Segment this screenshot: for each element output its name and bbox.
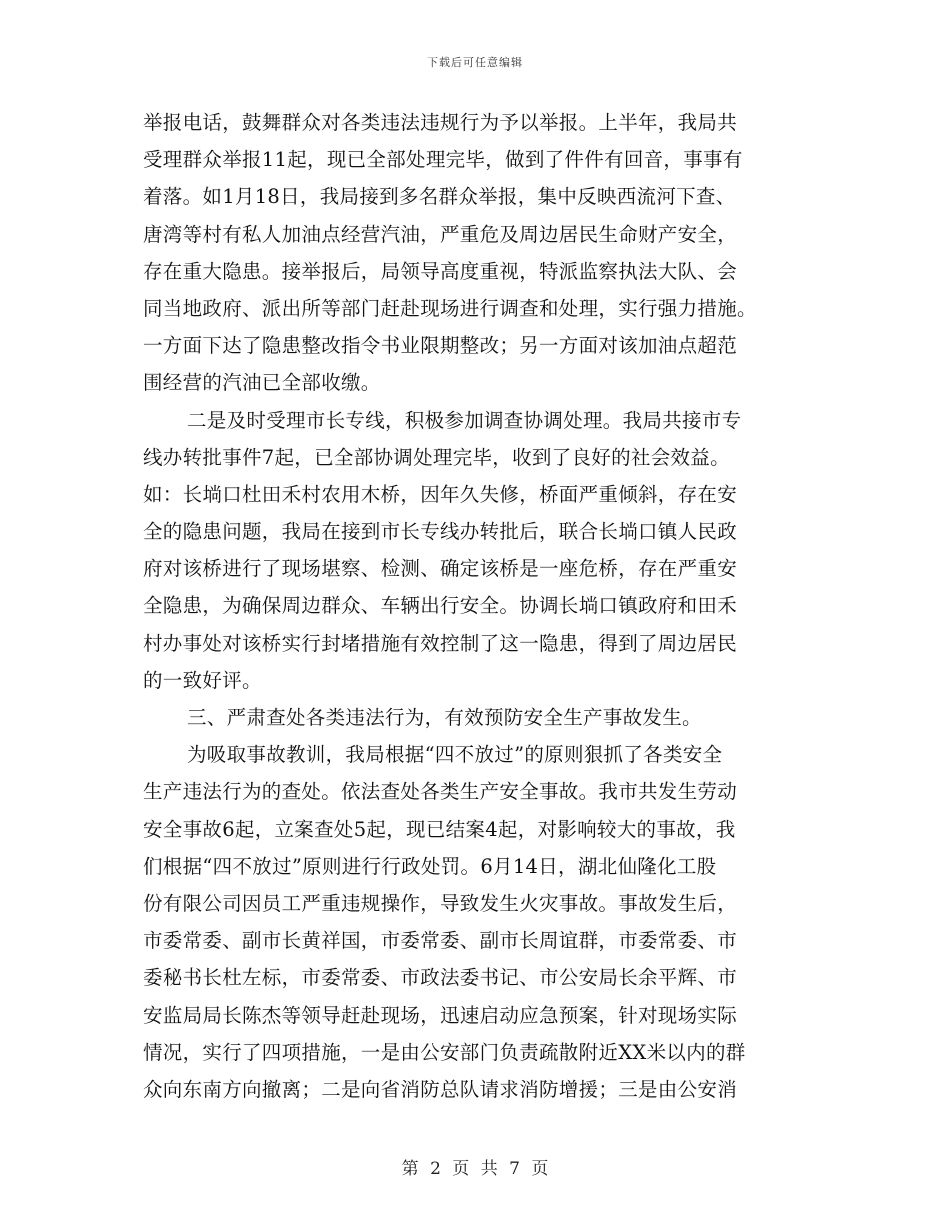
text-line: 举报电话，鼓舞群众对各类违法违规行为予以举报。上半年，我局共 xyxy=(143,111,738,134)
text-line: 生产违法行为的查处。依法查处各类生产安全事故。我市共发生劳动 xyxy=(143,780,738,804)
text-line: 全隐患，为确保周边群众、车辆出行安全。协调长埫口镇政府和田禾 xyxy=(143,594,738,618)
text-line: 安全事故6起，立案查处5起，现已结案4起，对影响较大的事故，我 xyxy=(143,817,736,841)
text-line: 份有限公司因员工严重违规操作，导致发生火灾事故。事故发生后， xyxy=(143,891,738,915)
text-line: 如：长埫口杜田禾村农用木桥，因年久失修，桥面严重倾斜，存在安 xyxy=(143,482,738,506)
text-line: 委秘书长杜左标，市委常委、市政法委书记、市公安局长余平辉、市 xyxy=(143,966,738,990)
page-header: 下载后可任意编辑 xyxy=(427,56,523,69)
text-line: 围经营的汽油已全部收缴。 xyxy=(143,371,381,395)
text-line: 们根据“四不放过”原则进行行政处罚。6月14日，湖北仙隆化工股 xyxy=(143,854,717,878)
text-line: 安监局局长陈杰等领导赶赴现场，迅速启动应急预案，针对现场实际 xyxy=(143,1003,738,1027)
text-line: 存在重大隐患。接举报后，局领导高度重视，特派监察执法大队、会 xyxy=(143,259,738,283)
text-line: 的一致好评。 xyxy=(143,668,262,692)
text-line: 村办事处对该桥实行封堵措施有效控制了这一隐患，得到了周边居民 xyxy=(143,631,738,655)
text-line: 府对该桥进行了现场堪察、检测、确定该桥是一座危桥，存在严重安 xyxy=(143,557,738,581)
text-line: 受理群众举报11起，现已全部处理完毕，做到了件件有回音，事事有 xyxy=(143,148,743,172)
document-body xyxy=(143,104,815,1108)
text-line: 市委常委、副市长黄祥国，市委常委、副市长周谊群，市委常委、市 xyxy=(143,929,738,953)
page-footer: 第 2 页 共 7 页 xyxy=(401,1159,549,1179)
text-line: 情况，实行了四项措施，一是由公安部门负责疏散附近XX米以内的群 xyxy=(143,1040,746,1064)
text-line: 线办转批事件7起，已全部协调处理完毕，收到了良好的社会效益。 xyxy=(143,445,730,469)
text-line: 着落。如1月18日，我局接到多名群众举报，集中反映西流河下查、 xyxy=(143,185,736,209)
text-line: 唐湾等村有私人加油点经营汽油，严重危及周边居民生命财产安全， xyxy=(143,222,738,246)
text-line: 众向东南方向撤离；二是向省消防总队请求消防增援；三是由公安消 xyxy=(143,1077,738,1101)
section-heading: 三、严肃查处各类违法行为，有效预防安全生产事故发生。 xyxy=(187,706,702,729)
paragraph-start-line: 二是及时受理市长专线，积极参加调查协调处理。我局共接市专 xyxy=(187,408,742,432)
text-line: 全的隐患问题，我局在接到市长专线办转批后，联合长埫口镇人民政 xyxy=(143,520,738,544)
text-line: 同当地政府、派出所等部门赶赴现场进行调查和处理，实行强力措施。 xyxy=(143,296,757,320)
paragraph-start-line: 为吸取事故教训，我局根据“四不放过”的原则狠抓了各类安全 xyxy=(187,743,723,767)
text-line: 一方面下达了隐患整改指令书业限期整改；另一方面对该加油点超范 xyxy=(143,334,738,358)
